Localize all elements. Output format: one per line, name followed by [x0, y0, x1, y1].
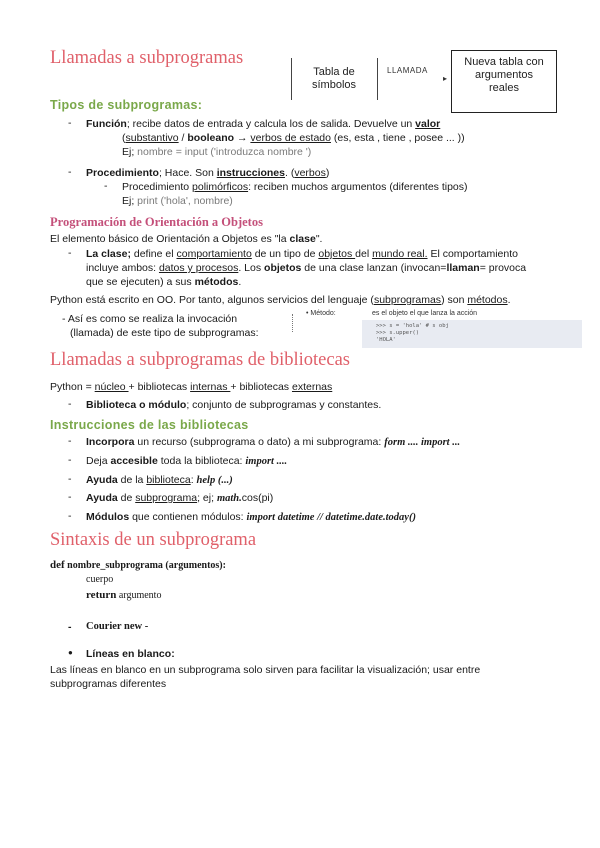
bullet-dash: -: [68, 621, 72, 633]
return-line: return argumento: [86, 589, 162, 601]
lineas-heading: Líneas en blanco:: [86, 648, 175, 660]
funcion-line: Función; recibe datos de entrada y calcula los de salida. Devuelve un valor: [86, 118, 441, 130]
snippet-code-box: [362, 320, 582, 348]
bullet-dash: -: [68, 454, 72, 466]
section-title-bibliotecas: Llamadas a subprogramas de bibliotecas: [50, 350, 351, 370]
clase-line-1: La clase; define el comportamiento de un tipo de objetos del mundo real. El comportamiento: [86, 248, 518, 260]
snippet-code-line: 'HOLA': [376, 337, 396, 343]
courier-new-item: Courier new -: [86, 621, 149, 632]
section-title-sintaxis: Sintaxis de un subprograma: [50, 530, 257, 550]
sub-bullet-dash: -: [104, 180, 108, 192]
bullet-dash: -: [68, 473, 72, 485]
invocacion-line-2: (llamada) de este tipo de subprogramas:: [70, 327, 259, 339]
biblioteca-definition: Biblioteca o módulo; conjunto de subprogramas y constantes.: [86, 399, 382, 411]
instr-item-accesible: Deja accesible toda la biblioteca: import ....: [86, 455, 288, 467]
instr-item-incorpora: Incorpora un recurso (subprograma o dato) a mi subprograma: form .... import ...: [86, 436, 461, 448]
funcion-types-line: (substantivo / booleano → verbos de estado (es, esta , tiene , posee ... )): [122, 132, 465, 144]
python-composition: Python = núcleo + bibliotecas internas + bibliotecas externas: [50, 381, 333, 393]
instr-item-ayuda-biblioteca: Ayuda de la biblioteca: help (...): [86, 474, 233, 486]
snippet-code-line: >>> s = 'hola' # s obj: [376, 323, 449, 329]
call-diagram: [285, 48, 575, 112]
instr-item-modulos: Módulos que contienen módulos: import datetime // datetime.date.today(): [86, 511, 416, 523]
section-title-llamadas: Llamadas a subprogramas: [50, 48, 244, 68]
lineas-text-1: Las líneas en blanco en un subprograma solo sirven para facilitar la visualización; usar entre: [50, 664, 481, 676]
clase-line-3: que se ejecuten) a sus métodos.: [86, 276, 242, 288]
procedimiento-polimorfico: Procedimiento polimórficos: reciben muchos argumentos (diferentes tipos): [122, 181, 468, 193]
bullet-dot: ●: [68, 648, 73, 657]
bullet-dash: -: [68, 491, 72, 503]
bullet-dash: -: [68, 435, 72, 447]
diagram-divider-mid: [377, 58, 378, 100]
cuerpo-line: cuerpo: [86, 574, 114, 585]
poo-intro: El elemento básico de Orientación a Objetos es "la clase".: [50, 233, 323, 245]
clase-line-2: incluye ambos: datos y procesos. Los objetos de una clase lanzan (invocan=llaman= provoca: [86, 262, 527, 274]
python-oo-line: Python está escrito en OO. Por tanto, algunos servicios del lenguaje (subprogramas) son métodos.: [50, 294, 511, 306]
lineas-text-2: subprogramas diferentes: [50, 678, 167, 690]
diagram-arrow-tip: ▸: [443, 74, 448, 83]
bullet-dash: -: [68, 398, 72, 410]
procedimiento-line: Procedimiento; Hace. Son instrucciones. (verbos): [86, 167, 330, 179]
snippet-header-left: • Método:: [306, 310, 336, 317]
tipos-heading: Tipos de subprogramas:: [50, 98, 203, 112]
bullet-dash: -: [68, 166, 72, 178]
snippet-code-line: >>> s.upper(): [376, 330, 420, 336]
instrucciones-heading: Instrucciones de las bibliotecas: [50, 418, 249, 432]
method-snippet: [292, 310, 582, 350]
bullet-dash: -: [68, 510, 72, 522]
poo-heading: Programación de Orientación a Objetos: [50, 215, 263, 229]
invocacion-line-1: - Así es como se realiza la invocación: [62, 313, 238, 325]
diagram-result-box: Nueva tabla con argumentos reales: [451, 50, 557, 113]
snippet-header-right: es el objeto el que lanza la acción: [372, 310, 478, 317]
snippet-margin-mark: [292, 314, 295, 332]
procedimiento-example: Ej; print ('hola', nombre): [122, 195, 233, 207]
diagram-divider-left: [291, 58, 292, 100]
bullet-dash: -: [68, 247, 72, 259]
def-line: def nombre_subprograma (argumentos):: [50, 559, 226, 571]
diagram-arrow-label: LLAMADA: [387, 66, 428, 75]
diagram-left-label: Tabla de símbolos: [311, 66, 357, 91]
funcion-example: Ej; nombre = input ('introduzca nombre '): [122, 146, 312, 158]
instr-item-ayuda-subprograma: Ayuda de subprograma; ej; math.cos(pi): [86, 492, 274, 504]
bullet-dash: -: [68, 117, 72, 129]
